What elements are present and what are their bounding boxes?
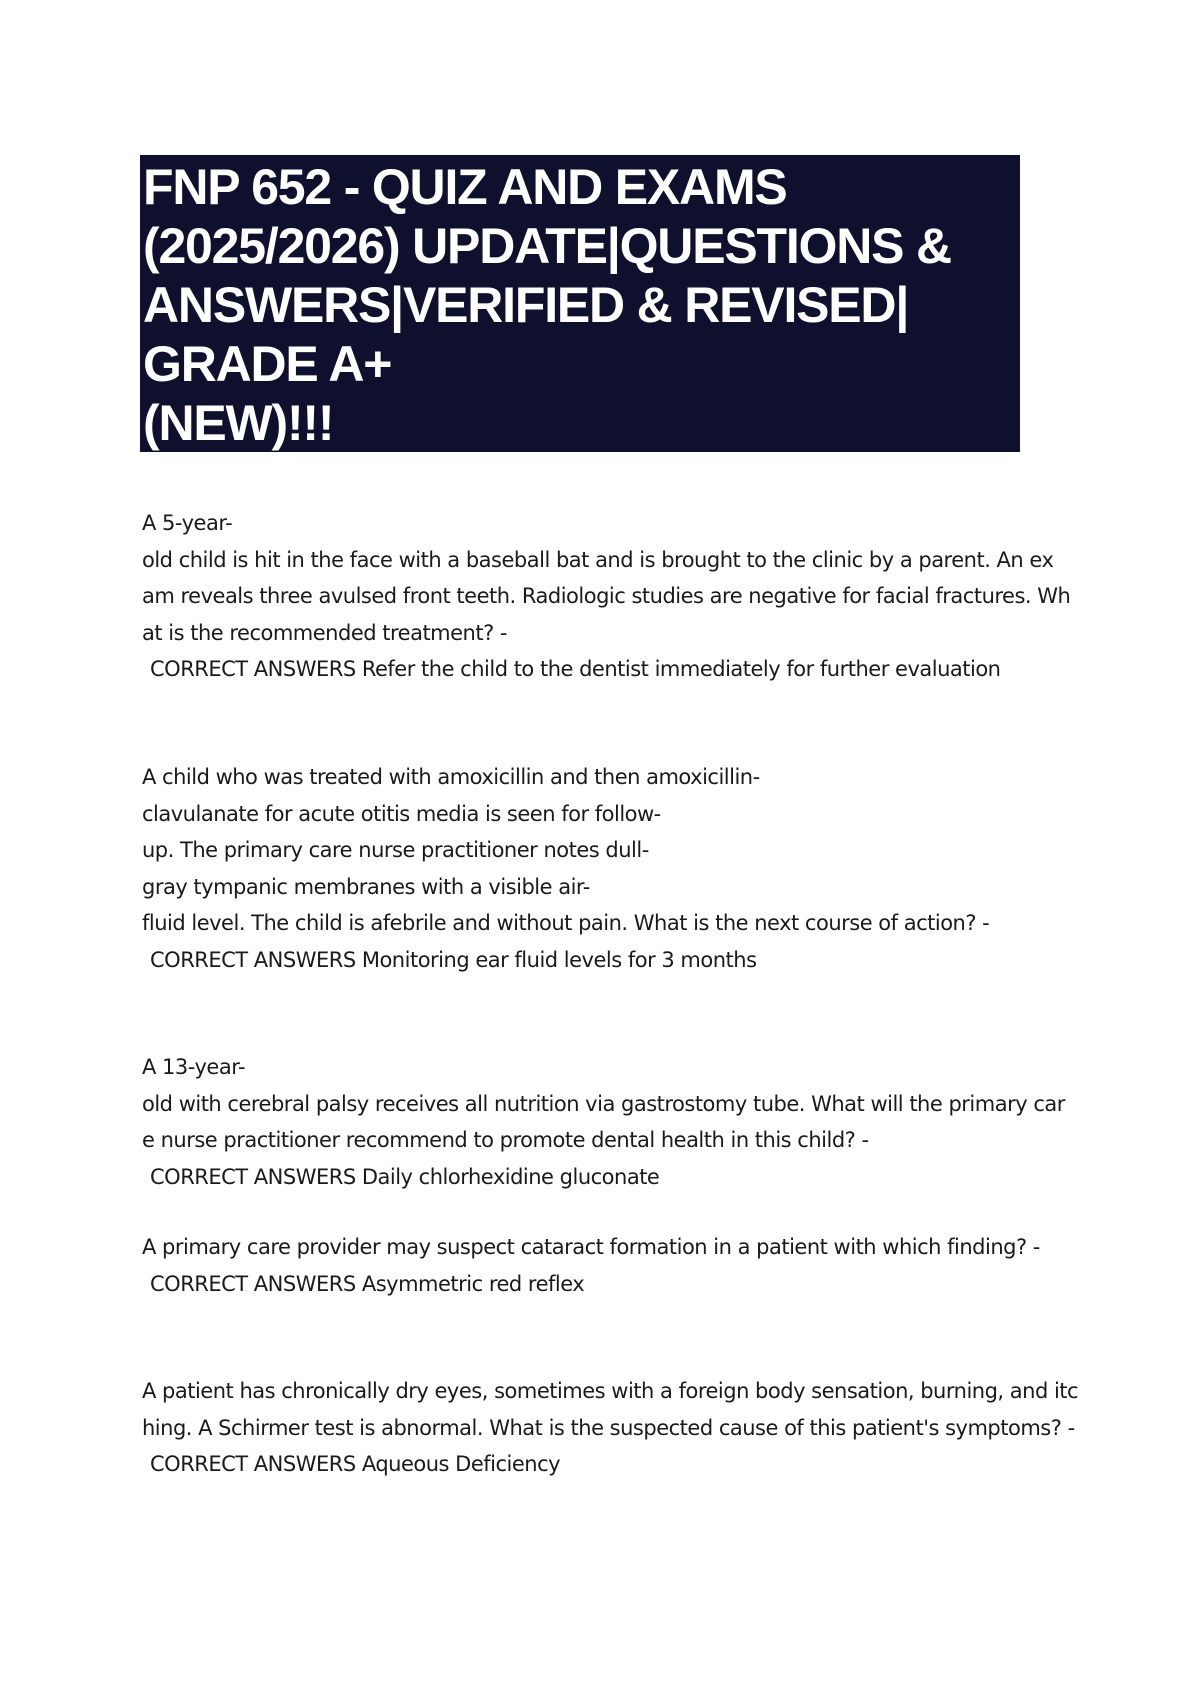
question-line: A child who was treated with amoxicillin and then amoxicillin-	[142, 765, 760, 789]
correct-answer: CORRECT ANSWERS Aqueous Deficiency	[150, 1452, 561, 1476]
qa-item	[142, 1373, 1079, 1483]
title-line: (2025/2026) UPDATE|QUESTIONS &	[143, 218, 951, 274]
qa-item	[142, 1049, 1072, 1195]
correct-answer: CORRECT ANSWERS Monitoring ear fluid levels for 3 months	[150, 947, 757, 972]
question-line: at is the recommended treatment? -	[142, 620, 507, 645]
question-line: am reveals three avulsed front teeth. Radiologic studies are negative for facial fractures. Wh	[142, 584, 1071, 608]
question-line: clavulanate for acute otitis media is seen for follow-	[142, 801, 661, 826]
question-line: up. The primary care nurse practitioner notes dull-	[142, 838, 649, 862]
question-line: e nurse practitioner recommend to promote dental health in this child? -	[142, 1128, 869, 1152]
title-line: ANSWERS|VERIFIED & REVISED|	[143, 277, 909, 333]
question-line: A 13-year-	[142, 1055, 246, 1079]
correct-answer: CORRECT ANSWERS Asymmetric red reflex	[150, 1271, 585, 1296]
question-line: fluid level. The child is afebrile and without pain. What is the next course of action? -	[142, 911, 990, 935]
question-line: old child is hit in the face with a baseball bat and is brought to the clinic by a parent. An ex	[142, 547, 1054, 572]
correct-answer: CORRECT ANSWERS Daily chlorhexidine gluconate	[150, 1164, 660, 1189]
title-line: (NEW)!!!	[143, 395, 334, 451]
question-line: old with cerebral palsy receives all nutrition via gastrostomy tube. What will the primary car	[142, 1091, 1065, 1116]
question-line: A patient has chronically dry eyes, sometimes with a foreign body sensation, burning, and itc	[142, 1379, 1079, 1403]
question-line: A primary care provider may suspect cataract formation in a patient with which finding? -	[142, 1235, 1040, 1259]
title-line: GRADE A+	[143, 336, 392, 392]
question-line: hing. A Schirmer test is abnormal. What is the suspected cause of this patient's symptoms? -	[142, 1415, 1075, 1440]
title-line: FNP 652 - QUIZ AND EXAMS	[143, 159, 787, 215]
qa-item	[142, 1229, 1072, 1302]
qa-item	[142, 505, 1072, 688]
question-line: A 5-year-	[142, 511, 233, 535]
correct-answer: CORRECT ANSWERS Refer the child to the dentist immediately for further evaluation	[150, 657, 1001, 681]
document-title-banner	[140, 155, 1020, 452]
qa-item	[142, 759, 1072, 978]
question-line: gray tympanic membranes with a visible air-	[142, 874, 590, 899]
